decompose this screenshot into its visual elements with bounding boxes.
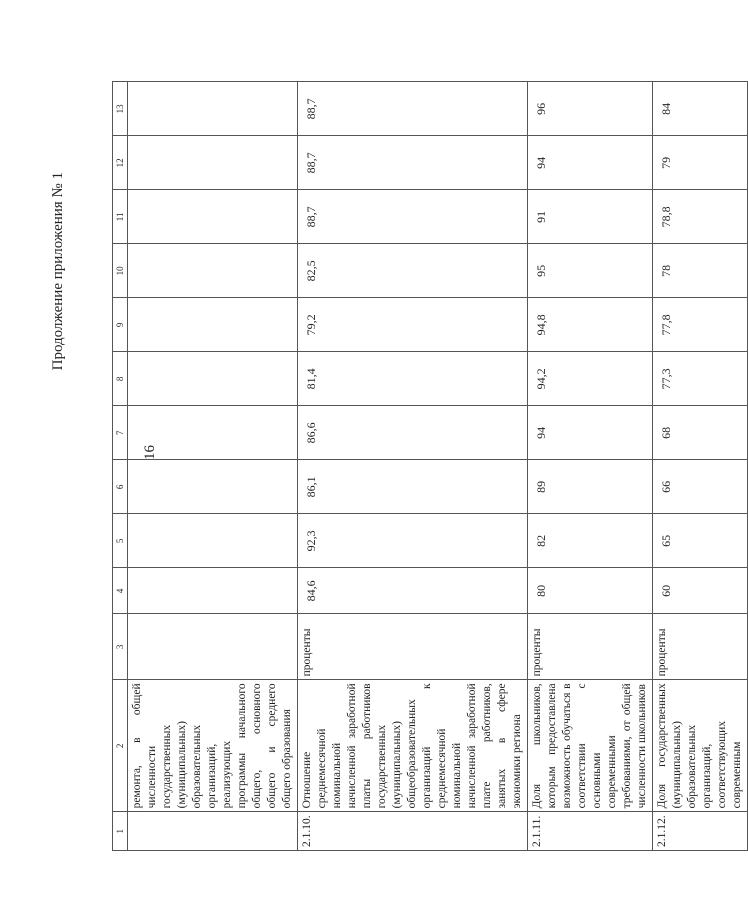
value-cell: 88,7 (298, 190, 528, 244)
value-cell: 95 (528, 244, 653, 298)
value-cell: 92,3 (298, 514, 528, 568)
value-cell: 88,7 (298, 136, 528, 190)
unit-cell (128, 614, 298, 680)
column-number: 6 (113, 460, 128, 514)
value-cell (128, 352, 298, 406)
value-cell: 65 (653, 514, 748, 568)
unit-cell: проценты (528, 614, 653, 680)
value-cell: 78,8 (653, 190, 748, 244)
value-cell: 84 (653, 82, 748, 136)
unit-cell: проценты (653, 614, 748, 680)
column-number: 8 (113, 352, 128, 406)
value-cell: 94 (528, 406, 653, 460)
table-row (298, 82, 528, 851)
value-cell: 82,5 (298, 244, 528, 298)
column-number: 5 (113, 514, 128, 568)
value-cell (128, 406, 298, 460)
indicator-text: Отношение среднемесячной номинальной начисленной заработной платы работников государственных (муниципальных) общеобразовательных организаций к среднемесячной номинальной начисленной заработной плате работников, занятых в сфере экономики региона (298, 680, 528, 812)
value-cell: 80 (528, 568, 653, 614)
value-cell (128, 298, 298, 352)
value-cell: 77,3 (653, 352, 748, 406)
value-cell: 86,1 (298, 460, 528, 514)
value-cell: 78 (653, 244, 748, 298)
indicators-table (112, 81, 748, 851)
column-number: 2 (113, 680, 128, 812)
column-number: 12 (113, 136, 128, 190)
value-cell (128, 136, 298, 190)
value-cell: 94,8 (528, 298, 653, 352)
row-code (128, 812, 298, 851)
value-cell (128, 514, 298, 568)
indicator-text: Доля государственных (муниципальных) образовательных организаций, соответствующих современным (653, 680, 748, 812)
value-cell (128, 82, 298, 136)
indicator-text: ремонта, в общей численности государственных (муниципальных) образовательных организаций, реализующих программы начального общего, основного общего и среднего общего образования (128, 680, 298, 812)
table-row (528, 82, 653, 851)
column-number: 3 (113, 614, 128, 680)
table-row (653, 82, 748, 851)
column-number: 11 (113, 190, 128, 244)
row-code: 2.1.10. (298, 812, 528, 851)
value-cell: 91 (528, 190, 653, 244)
value-cell: 79,2 (298, 298, 528, 352)
value-cell: 89 (528, 460, 653, 514)
value-cell: 84,6 (298, 568, 528, 614)
column-number: 9 (113, 298, 128, 352)
column-number: 10 (113, 244, 128, 298)
appendix-note: Продолжение приложения № 1 (50, 172, 66, 371)
value-cell: 88,7 (298, 82, 528, 136)
page-number: 16 (142, 445, 158, 460)
row-code: 2.1.12. (653, 812, 748, 851)
value-cell: 82 (528, 514, 653, 568)
value-cell: 60 (653, 568, 748, 614)
value-cell: 86,6 (298, 406, 528, 460)
value-cell (128, 244, 298, 298)
value-cell (128, 568, 298, 614)
value-cell: 79 (653, 136, 748, 190)
indicator-text: Доля школьников, которым предоставлена возможность обучаться в соответствии с основными современными требованиями, от общей численности школьников (528, 680, 653, 812)
unit-cell: проценты (298, 614, 528, 680)
table-row (128, 82, 298, 851)
column-number: 13 (113, 82, 128, 136)
value-cell: 77,8 (653, 298, 748, 352)
row-code: 2.1.11. (528, 812, 653, 851)
value-cell: 94,2 (528, 352, 653, 406)
value-cell: 66 (653, 460, 748, 514)
value-cell: 68 (653, 406, 748, 460)
column-number-row (113, 82, 128, 851)
value-cell (128, 460, 298, 514)
column-number: 4 (113, 568, 128, 614)
value-cell: 96 (528, 82, 653, 136)
column-number: 1 (113, 812, 128, 851)
column-number: 7 (113, 406, 128, 460)
value-cell: 94 (528, 136, 653, 190)
value-cell (128, 190, 298, 244)
value-cell: 81,4 (298, 352, 528, 406)
